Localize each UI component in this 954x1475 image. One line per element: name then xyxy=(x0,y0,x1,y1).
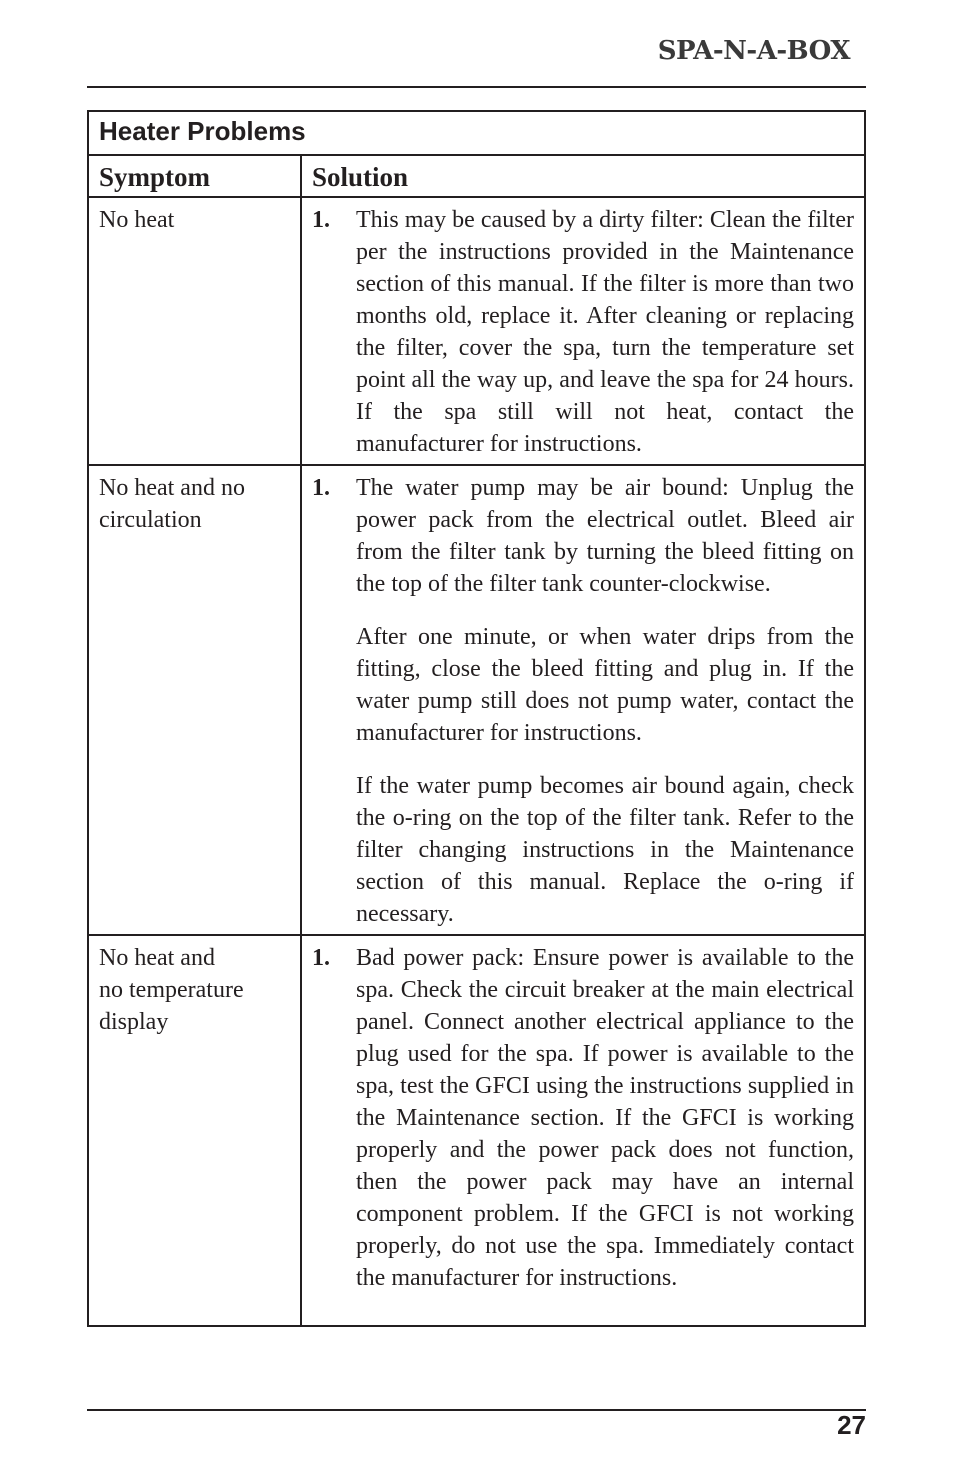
symptom-line: circulation xyxy=(99,507,202,533)
symptom-line: No heat and xyxy=(99,945,215,971)
brand-logo: SPA-N-A-BOX xyxy=(657,36,850,66)
symptom-line: No heat xyxy=(99,207,175,233)
table-row xyxy=(88,465,865,935)
table-title: Heater Problems xyxy=(88,111,865,155)
header-rule xyxy=(87,86,866,88)
solution-number: 1. xyxy=(312,945,330,971)
solution-cell xyxy=(301,465,865,935)
footer-rule xyxy=(87,1409,866,1411)
symptom-line: No heat and no xyxy=(99,475,245,501)
solution-number: 1. xyxy=(312,475,330,501)
symptom-cell xyxy=(88,935,301,1326)
symptom-cell xyxy=(88,465,301,935)
column-header-symptom: Symptom xyxy=(88,155,301,197)
solution-paragraph: The water pump may be air bound: Unplug the power pack from the electrical outlet. Bleed air from the filter tank by turning the bleed fitting on the top of the filter tank counter-clockwise. xyxy=(356,475,854,597)
heater-problems-table xyxy=(87,110,866,1327)
symptom-line: display xyxy=(99,1009,169,1035)
table-row xyxy=(88,935,865,1326)
symptom-line: no temperature xyxy=(99,977,244,1003)
page-number: 27 xyxy=(837,1410,866,1440)
solution-number: 1. xyxy=(312,207,330,233)
solution-paragraph: Bad power pack: Ensure power is available to the spa. Check the circuit breaker at the main electrical panel. Connect another electrical appliance to the plug used for the spa. If power is available to the spa, test the GFCI using the instructions supplied in the Maintenance section. If the GFCI is working properly and the power pack does not function, then the power pack may have an internal component problem. If the GFCI is not working properly, do not use the spa. Immediately contact the manufacturer for instructions. xyxy=(356,945,854,1291)
column-header-solution: Solution xyxy=(301,155,865,197)
solution-paragraph: If the water pump becomes air bound again, check the o-ring on the top of the filter tank. Refer to the filter changing instructions in the Maintenance section of this manual. Replace the o-ring if necessary. xyxy=(356,773,854,927)
solution-cell xyxy=(301,197,865,465)
symptom-cell xyxy=(88,197,301,465)
solution-cell xyxy=(301,935,865,1326)
solution-paragraph: This may be caused by a dirty filter: Clean the filter per the instructions provided in the Maintenance section of this manual. If the filter is more than two months old, replace it. After cleaning or replacing the filter, cover the spa, turn the temperature set point all the way up, and leave the spa for 24 hours. If the spa still will not heat, contact the manufacturer for instructions. xyxy=(356,207,854,457)
solution-paragraph: After one minute, or when water drips from the fitting, close the bleed fitting and plug in. If the water pump still does not pump water, contact the manufacturer for instructions. xyxy=(356,624,854,746)
table-row xyxy=(88,197,865,465)
